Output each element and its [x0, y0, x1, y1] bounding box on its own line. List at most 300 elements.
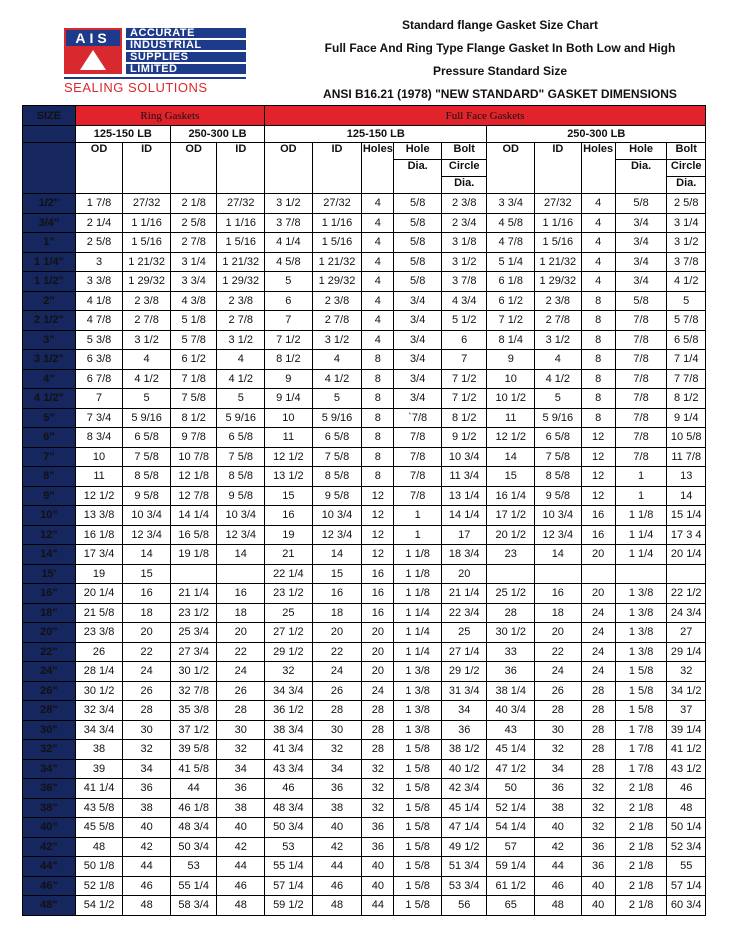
size-cell: 24" [23, 662, 76, 682]
table-cell: 9 [487, 350, 535, 370]
table-cell: 48 [535, 896, 582, 916]
table-cell: 8 1/2 [441, 408, 487, 428]
table-cell: 34 [441, 701, 487, 721]
table-cell: 22 3/4 [441, 603, 487, 623]
table-cell: 19 [265, 525, 313, 545]
table-cell: 2 1/8 [615, 798, 667, 818]
size-cell: 42" [23, 837, 76, 857]
table-cell: 34 [217, 759, 265, 779]
table-cell: 41 5/8 [170, 759, 217, 779]
table-cell: 41 3/4 [265, 740, 313, 760]
table-cell: 5 7/8 [667, 311, 706, 331]
table-cell: 52 1/4 [487, 798, 535, 818]
table-cell: 18 [312, 603, 362, 623]
table-cell: 7 5/8 [170, 389, 217, 409]
size-cell: 8" [23, 467, 76, 487]
table-cell: 16 [581, 525, 615, 545]
table-cell: 28 [123, 701, 171, 721]
size-cell: 1" [23, 233, 76, 253]
table-cell: 8 1/4 [487, 330, 535, 350]
table-cell: 2 1/8 [170, 194, 217, 214]
table-cell: 1 5/8 [615, 681, 667, 701]
table-cell: 5 1/4 [487, 252, 535, 272]
table-cell: 7/8 [615, 350, 667, 370]
table-cell [487, 564, 535, 584]
table-cell: 6 5/8 [217, 428, 265, 448]
table-cell: 12 [362, 545, 394, 565]
table-cell: 10 [265, 408, 313, 428]
table-cell [667, 564, 706, 584]
table-cell: 46 [667, 779, 706, 799]
table-cell: 1 1/16 [535, 213, 582, 233]
table-cell: 3/4 [394, 369, 442, 389]
table-cell: 25 1/2 [487, 584, 535, 604]
table-cell: 24 3/4 [667, 603, 706, 623]
logo-ais-text: AIS [66, 30, 120, 46]
table-cell: 32 [581, 779, 615, 799]
ring-125-150-header: 125-150 LB [75, 126, 170, 143]
table-cell: 20 1/2 [487, 525, 535, 545]
table-cell: 9 5/8 [217, 486, 265, 506]
size-cell: 36" [23, 779, 76, 799]
table-cell: 4 [362, 194, 394, 214]
table-cell: 1 3/8 [615, 623, 667, 643]
table-cell: 14 [217, 545, 265, 565]
table-cell: 16 5/8 [170, 525, 217, 545]
table-row [23, 272, 706, 292]
table-row [23, 447, 706, 467]
col-circle-dia: Dia. [667, 177, 706, 194]
table-cell: 43 5/8 [75, 798, 123, 818]
size-cell: 3 1/2" [23, 350, 76, 370]
table-cell: 8 [362, 389, 394, 409]
table-cell: 7/8 [394, 428, 442, 448]
table-cell: 7/8 [615, 311, 667, 331]
table-cell: 50 3/4 [170, 837, 217, 857]
table-cell: 22 [217, 642, 265, 662]
table-cell: 16 1/4 [487, 486, 535, 506]
table-cell: 1 1/8 [394, 564, 442, 584]
table-cell: 10 7/8 [170, 447, 217, 467]
table-cell: 3 1/2 [265, 194, 313, 214]
table-row [23, 720, 706, 740]
size-cell: 30" [23, 720, 76, 740]
size-cell: 6" [23, 428, 76, 448]
table-cell: 30 1/2 [75, 681, 123, 701]
table-cell: 33 [487, 642, 535, 662]
table-cell: 24 [581, 603, 615, 623]
title-line-2: Full Face And Ring Type Flange Gasket In Both Low and High [324, 41, 676, 55]
table-cell: 7 1/2 [441, 369, 487, 389]
table-cell: 4 [362, 272, 394, 292]
table-cell: 1 5/8 [615, 662, 667, 682]
table-cell: 47 1/2 [487, 759, 535, 779]
table-cell: 15 [312, 564, 362, 584]
col-id: ID [312, 143, 362, 194]
col-bolt: Bolt [667, 143, 706, 160]
table-cell: 4 [362, 291, 394, 311]
table-cell: 27 1/4 [441, 642, 487, 662]
table-cell: 9 1/4 [667, 408, 706, 428]
gasket-size-table [22, 105, 706, 916]
table-cell: 20 [362, 642, 394, 662]
table-cell: 6 1/2 [170, 350, 217, 370]
table-cell: 58 3/4 [170, 896, 217, 916]
size-cell: 14" [23, 545, 76, 565]
table-cell: 32 [667, 662, 706, 682]
table-cell: 16 [362, 564, 394, 584]
table-cell: 1 5/8 [394, 798, 442, 818]
logo-tagline: SEALING SOLUTIONS [64, 77, 246, 95]
table-cell: 7 [75, 389, 123, 409]
table-cell: 50 1/8 [75, 857, 123, 877]
table-cell: 14 [667, 486, 706, 506]
table-cell: 36 [581, 857, 615, 877]
size-cell: 48" [23, 896, 76, 916]
table-cell: 15 [123, 564, 171, 584]
table-row [23, 857, 706, 877]
table-cell: 4 [123, 350, 171, 370]
table-cell: 3 1/2 [123, 330, 171, 350]
table-cell: 1 3/8 [394, 681, 442, 701]
table-cell: 34 3/4 [265, 681, 313, 701]
table-cell: 28 1/4 [75, 662, 123, 682]
table-cell: 3 [75, 252, 123, 272]
table-cell: 2 3/8 [312, 291, 362, 311]
size-header: SIZE [23, 106, 76, 126]
table-cell: 1 5/8 [394, 740, 442, 760]
table-cell: 4 1/4 [265, 233, 313, 253]
table-cell: 26 [312, 681, 362, 701]
table-cell: 20 [441, 564, 487, 584]
table-row [23, 330, 706, 350]
table-cell: 2 3/8 [441, 194, 487, 214]
table-row [23, 798, 706, 818]
table-cell: 5 [667, 291, 706, 311]
table-cell: 10 3/4 [535, 506, 582, 526]
table-cell: 6 5/8 [535, 428, 582, 448]
table-cell: 5/8 [615, 291, 667, 311]
col-od: OD [265, 143, 313, 194]
table-cell: 1 5/8 [394, 837, 442, 857]
table-cell: 12 1/8 [170, 467, 217, 487]
table-cell: 5/8 [394, 213, 442, 233]
table-row [23, 389, 706, 409]
size-cell: 1 1/4" [23, 252, 76, 272]
table-cell: 39 5/8 [170, 740, 217, 760]
table-cell: 24 [581, 662, 615, 682]
table-cell: 2 7/8 [312, 311, 362, 331]
table-cell: 3/4 [615, 252, 667, 272]
table-cell: 1 1/8 [394, 545, 442, 565]
table-cell: 16 [217, 584, 265, 604]
size-cell: 3" [23, 330, 76, 350]
table-cell: 2 3/8 [217, 291, 265, 311]
col-hole: Hole [394, 143, 442, 160]
table-cell: 1 3/8 [615, 584, 667, 604]
table-cell: 1 1/8 [394, 584, 442, 604]
table-cell: 8 3/4 [75, 428, 123, 448]
table-cell: 8 5/8 [217, 467, 265, 487]
table-cell: 1 5/8 [394, 759, 442, 779]
table-cell: 1 5/8 [394, 857, 442, 877]
table-cell: 12 3/4 [535, 525, 582, 545]
table-cell: 52 1/8 [75, 876, 123, 896]
table-cell: 32 [312, 740, 362, 760]
table-cell: 6 5/8 [312, 428, 362, 448]
table-cell: 32 [581, 818, 615, 838]
table-cell: 7/8 [394, 486, 442, 506]
table-cell: 5/8 [394, 252, 442, 272]
size-cell: 1 1/2" [23, 272, 76, 292]
table-cell: 15 1/4 [667, 506, 706, 526]
col-circle-dia: Dia. [441, 177, 487, 194]
table-cell: 40 [312, 818, 362, 838]
table-cell: 7 3/4 [75, 408, 123, 428]
table-row [23, 213, 706, 233]
table-cell: 2 5/8 [75, 233, 123, 253]
table-row [23, 545, 706, 565]
table-cell [217, 564, 265, 584]
table-cell: 21 1/4 [170, 584, 217, 604]
size-cell: 3/4" [23, 213, 76, 233]
size-cell: 16" [23, 584, 76, 604]
table-cell: 16 [312, 584, 362, 604]
table-cell: 5 3/8 [75, 330, 123, 350]
ring-gaskets-header: Ring Gaskets [75, 106, 264, 126]
table-cell: 11 [265, 428, 313, 448]
table-cell: 1 3/8 [615, 642, 667, 662]
table-cell: 1 1/4 [394, 642, 442, 662]
table-cell: 3 1/2 [217, 330, 265, 350]
table-row [23, 467, 706, 487]
table-cell: 65 [487, 896, 535, 916]
table-cell: 9 5/8 [123, 486, 171, 506]
table-cell: 8 [362, 350, 394, 370]
table-cell: 60 3/4 [667, 896, 706, 916]
table-cell: 23 1/2 [170, 603, 217, 623]
table-cell: 32 [362, 798, 394, 818]
table-cell: 1 [394, 525, 442, 545]
table-cell: 4 [581, 194, 615, 214]
table-cell: 43 3/4 [265, 759, 313, 779]
table-cell [535, 564, 582, 584]
table-cell: 51 3/4 [441, 857, 487, 877]
table-cell: 8 1/2 [265, 350, 313, 370]
size-cell: 1/2" [23, 194, 76, 214]
table-cell: 3 7/8 [667, 252, 706, 272]
table-cell: 12 7/8 [170, 486, 217, 506]
table-cell: 17 1/2 [487, 506, 535, 526]
table-cell: 10 [75, 447, 123, 467]
table-cell: 41 1/4 [75, 779, 123, 799]
table-cell: 10 3/4 [217, 506, 265, 526]
table-cell: 54 1/2 [75, 896, 123, 916]
table-cell: 9 5/8 [312, 486, 362, 506]
table-cell: 28 [217, 701, 265, 721]
table-cell: 34 [312, 759, 362, 779]
table-cell: 12 [581, 486, 615, 506]
table-cell: 1 7/8 [615, 740, 667, 760]
table-cell: 34 3/4 [75, 720, 123, 740]
table-cell: 20 [581, 545, 615, 565]
table-cell: 1 5/8 [394, 896, 442, 916]
table-cell: 4 [362, 233, 394, 253]
table-cell: 9 1/4 [265, 389, 313, 409]
table-cell: 1 7/8 [615, 759, 667, 779]
table-cell: 44 [535, 857, 582, 877]
table-cell: 14 1/4 [441, 506, 487, 526]
table-cell: 3 1/4 [667, 213, 706, 233]
size-cell: 28" [23, 701, 76, 721]
table-cell: 37 1/2 [170, 720, 217, 740]
table-cell: 56 [441, 896, 487, 916]
table-cell: 27/32 [312, 194, 362, 214]
table-cell: 7/8 [615, 330, 667, 350]
table-cell: 1 [615, 467, 667, 487]
table-cell: 3 1/2 [667, 233, 706, 253]
table-cell: 7/8 [615, 408, 667, 428]
logo-line-3: SUPPLIES [126, 52, 246, 62]
col-circle: Circle [441, 160, 487, 177]
table-cell: 22 1/4 [265, 564, 313, 584]
table-cell: 16 [581, 506, 615, 526]
table-cell: 40 3/4 [487, 701, 535, 721]
table-cell: 48 3/4 [170, 818, 217, 838]
table-cell: 61 1/2 [487, 876, 535, 896]
table-cell: 17 [441, 525, 487, 545]
table-cell: 24 [123, 662, 171, 682]
table-cell: 46 [123, 876, 171, 896]
table-row [23, 818, 706, 838]
table-cell: 30 [535, 720, 582, 740]
col-holes: Holes [362, 143, 394, 194]
table-cell: 5 9/16 [312, 408, 362, 428]
table-cell: 8 1/2 [170, 408, 217, 428]
table-cell: 20 [217, 623, 265, 643]
table-row [23, 291, 706, 311]
table-cell: 1 1/4 [394, 603, 442, 623]
table-cell: 57 [487, 837, 535, 857]
table-cell: 36 [535, 779, 582, 799]
table-cell: 7 [441, 350, 487, 370]
table-cell: 10 3/4 [312, 506, 362, 526]
table-cell: 34 [535, 759, 582, 779]
table-cell: 4 1/2 [535, 369, 582, 389]
table-cell: 40 [362, 857, 394, 877]
table-cell: 42 3/4 [441, 779, 487, 799]
table-cell: 3/4 [394, 311, 442, 331]
table-cell: 4 5/8 [265, 252, 313, 272]
table-cell: 14 1/4 [170, 506, 217, 526]
table-cell: 5 [265, 272, 313, 292]
table-cell: 39 [75, 759, 123, 779]
table-cell: 30 [123, 720, 171, 740]
table-cell: 11 3/4 [441, 467, 487, 487]
table-cell: 23 3/8 [75, 623, 123, 643]
table-cell: 46 [217, 876, 265, 896]
table-cell: 8 [581, 330, 615, 350]
table-cell: 36 [581, 837, 615, 857]
table-cell: 12 [362, 486, 394, 506]
table-cell: 40 [535, 818, 582, 838]
table-cell: 20 [362, 623, 394, 643]
table-row [23, 252, 706, 272]
company-logo [64, 27, 246, 95]
table-cell: 1 1/4 [615, 545, 667, 565]
table-cell: 53 3/4 [441, 876, 487, 896]
table-cell: 30 1/2 [170, 662, 217, 682]
table-cell: 36 [441, 720, 487, 740]
table-cell: 6 1/8 [487, 272, 535, 292]
table-cell: 20 [362, 662, 394, 682]
table-cell: 45 1/4 [487, 740, 535, 760]
size-cell: 22" [23, 642, 76, 662]
table-cell: 20 1/4 [667, 545, 706, 565]
table-cell: 16 [362, 603, 394, 623]
col-od: OD [487, 143, 535, 194]
table-cell: 15 [487, 467, 535, 487]
table-cell: 4 [312, 350, 362, 370]
full-face-gaskets-header: Full Face Gaskets [265, 106, 706, 126]
table-cell: 1 [615, 486, 667, 506]
table-cell: 4 1/2 [312, 369, 362, 389]
table-cell: 14 [535, 545, 582, 565]
table-cell: 24 [362, 681, 394, 701]
title-line-4: ANSI B16.21 (1978) "NEW STANDARD" GASKET DIMENSIONS [323, 87, 677, 101]
table-cell: 4 3/4 [441, 291, 487, 311]
table-cell: 3 1/2 [441, 252, 487, 272]
table-cell: 8 5/8 [123, 467, 171, 487]
table-cell: 19 1/8 [170, 545, 217, 565]
table-cell: 4 [362, 311, 394, 331]
table-cell: 26 [535, 681, 582, 701]
table-cell: 3/4 [394, 389, 442, 409]
table-cell: 7 7/8 [667, 369, 706, 389]
table-cell: 43 [487, 720, 535, 740]
table-cell: 28 [487, 603, 535, 623]
table-cell: 24 [535, 662, 582, 682]
table-cell: 38 3/4 [265, 720, 313, 740]
table-cell: 5 9/16 [535, 408, 582, 428]
table-row [23, 584, 706, 604]
size-cell: 20" [23, 623, 76, 643]
table-cell: 16 1/8 [75, 525, 123, 545]
table-body [23, 194, 706, 916]
table-cell: 1 1/16 [312, 213, 362, 233]
table-cell: 38 [75, 740, 123, 760]
table-cell: 4 7/8 [487, 233, 535, 253]
table-cell: 44 [123, 857, 171, 877]
table-cell: 9 7/8 [170, 428, 217, 448]
table-cell: 18 [535, 603, 582, 623]
table-cell: 22 [123, 642, 171, 662]
size-cell: 10" [23, 506, 76, 526]
table-cell: 1 7/8 [615, 720, 667, 740]
table-cell: 12 [581, 447, 615, 467]
table-cell: 48 3/4 [265, 798, 313, 818]
table-row [23, 350, 706, 370]
table-cell: 1 21/32 [312, 252, 362, 272]
table-row [23, 623, 706, 643]
table-cell: 13 1/4 [441, 486, 487, 506]
table-cell: 7 1/2 [487, 311, 535, 331]
table-row [23, 837, 706, 857]
table-cell: `7/8 [394, 408, 442, 428]
table-cell: 8 [362, 428, 394, 448]
table-cell: 3 3/4 [170, 272, 217, 292]
table-cell: 32 [581, 798, 615, 818]
